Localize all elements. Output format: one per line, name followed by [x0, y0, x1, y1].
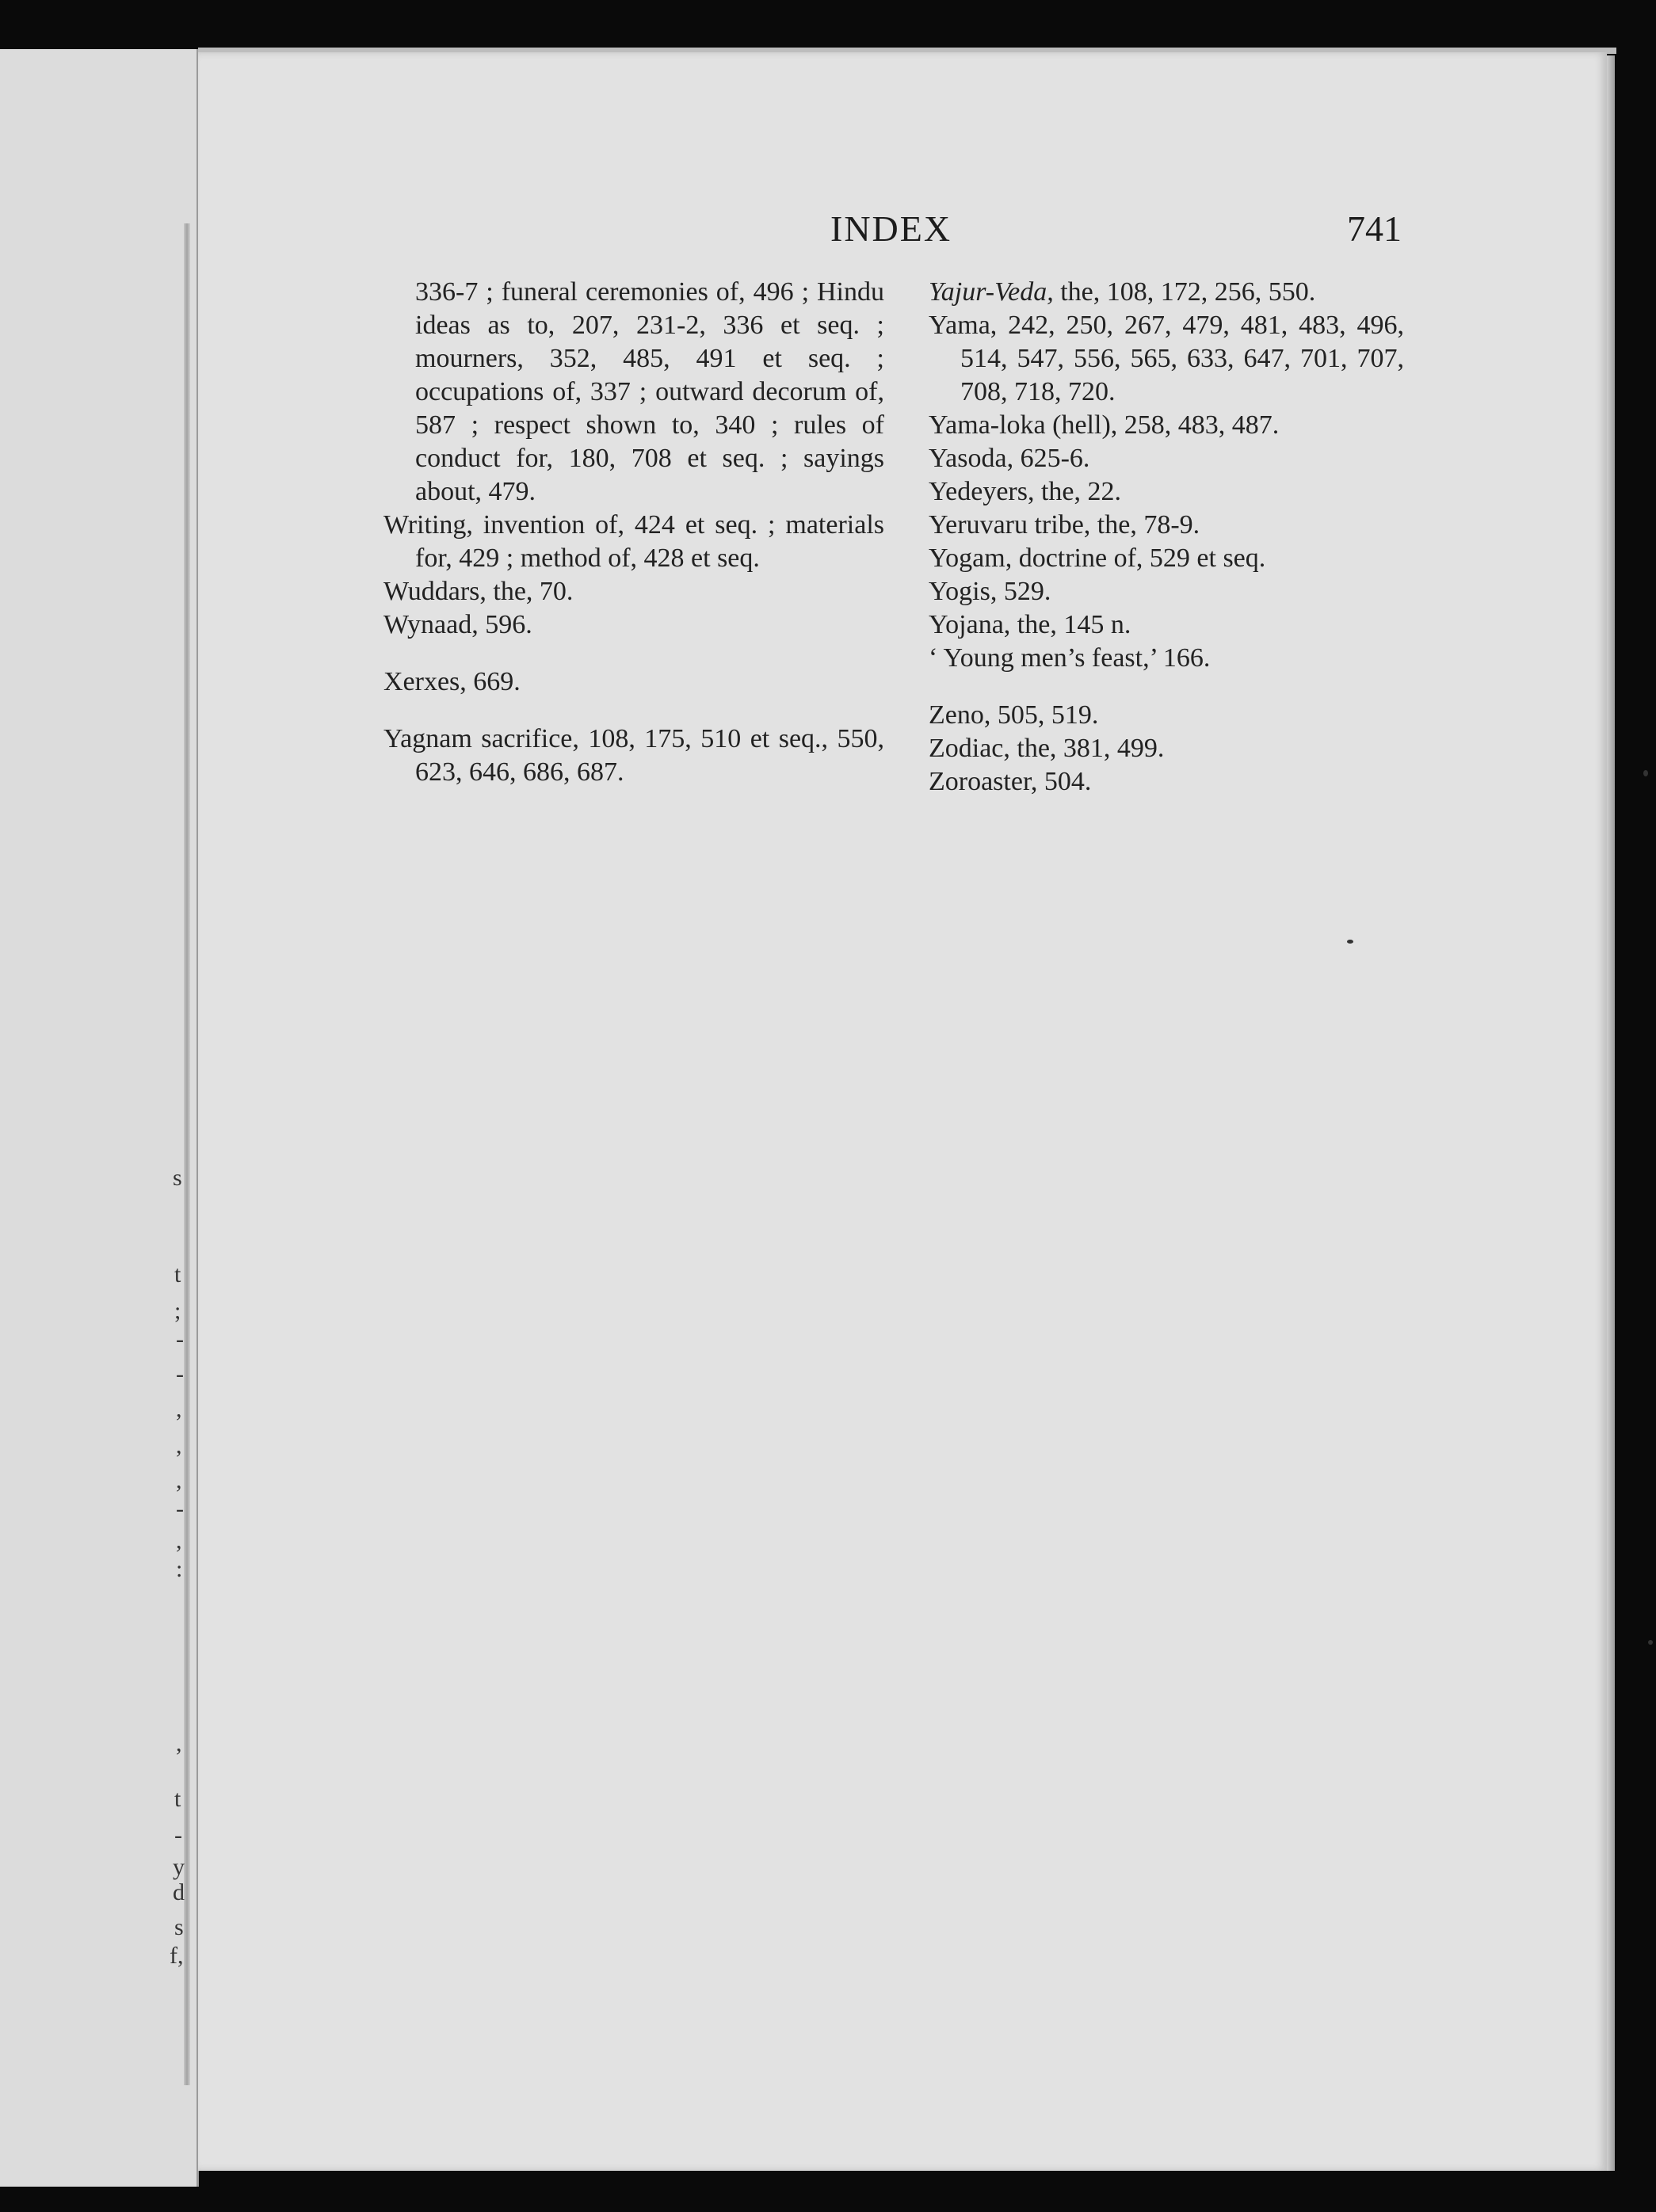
index-entry: Zoroaster, 504. [929, 767, 1092, 796]
index-entry: Yagnam sacrifice, 108, 175, 510 et seq., 550, 623, 646, 686, 687. [383, 724, 884, 787]
entry-text: the, 108, 172, 256, 550. [1053, 277, 1316, 307]
index-entry: Yama, 242, 250, 267, 479, 481, 483, 496, 514, 547, 556, 565, 633, 647, 701, 707, 708, 718, 720. [929, 311, 1404, 406]
index-entry: Xerxes, 669. [383, 667, 521, 696]
bleed-char: ; [174, 1298, 181, 1324]
index-entry: Wuddars, the, 70. [383, 577, 574, 606]
bleed-char: t [174, 1786, 181, 1812]
index-entry: Yama-loka (hell), 258, 483, 487. [929, 410, 1280, 440]
page-number: 741 [1347, 208, 1402, 249]
bleed-char: t [174, 1261, 181, 1287]
bleed-char: : [176, 1556, 183, 1582]
index-entry: Zodiac, the, 381, 499. [929, 734, 1165, 763]
facing-page-edge [0, 49, 199, 2187]
index-column-right [929, 276, 1404, 799]
index-entry: Yojana, the, 145 n. [929, 610, 1131, 639]
index-entry: Yeruvaru tribe, the, 78-9. [929, 510, 1200, 540]
bleed-char: s [173, 1165, 182, 1191]
bleed-char: - [176, 1326, 184, 1352]
bleed-char: , [176, 1432, 182, 1459]
index-entry [929, 276, 1404, 309]
bleed-char: , [176, 1467, 182, 1493]
bleed-char: , [176, 1527, 182, 1554]
bleed-char: - [176, 1361, 184, 1387]
bleed-char: - [174, 1822, 182, 1848]
index-entry: Wynaad, 596. [383, 610, 532, 639]
section-gap [929, 675, 1404, 699]
bleed-char: y [173, 1854, 185, 1880]
index-column-left [383, 276, 884, 789]
bleed-char: , [176, 1396, 182, 1422]
bleed-char: s [174, 1914, 184, 1940]
index-entry: Zeno, 505, 519. [929, 700, 1099, 730]
index-entry: Yedeyers, the, 22. [929, 477, 1122, 506]
index-entry: Yogis, 529. [929, 577, 1051, 606]
bleed-char: , [176, 1730, 182, 1756]
section-gap [383, 699, 884, 723]
index-entry: 336-7 ; funeral ceremonies of, 496 ; Hindu ideas as to, 207, 231-2, 336 et seq. ; mourners, 352, 485, 491 et seq. ; occupations of, 337 ; outward decorum of, 587 ; respect shown to, 340 ; rules of conduct for, 180, 708 et seq. ; sayings about, 479. [415, 277, 884, 506]
index-entry: Writing, invention of, 424 et seq. ; materials for, 429 ; method of, 428 et seq. [383, 510, 884, 573]
scan-speck [1643, 770, 1648, 776]
bleed-char: d [173, 1879, 185, 1905]
index-entry: Yogam, doctrine of, 529 et seq. [929, 543, 1266, 573]
scan-speck [1347, 940, 1353, 944]
scan-speck [1648, 1640, 1653, 1645]
binding-gutter [184, 223, 190, 2085]
bleed-char: f, [170, 1943, 184, 1969]
page-right-edge [1607, 55, 1615, 2171]
section-gap [383, 642, 884, 666]
index-entry: Yasoda, 625-6. [929, 444, 1090, 473]
running-head: INDEX [830, 208, 952, 249]
bleed-char: - [176, 1496, 184, 1522]
index-entry: ‘ Young men’s feast,’ 166. [929, 643, 1211, 673]
italic-heading: Yajur-Veda, [929, 277, 1054, 307]
